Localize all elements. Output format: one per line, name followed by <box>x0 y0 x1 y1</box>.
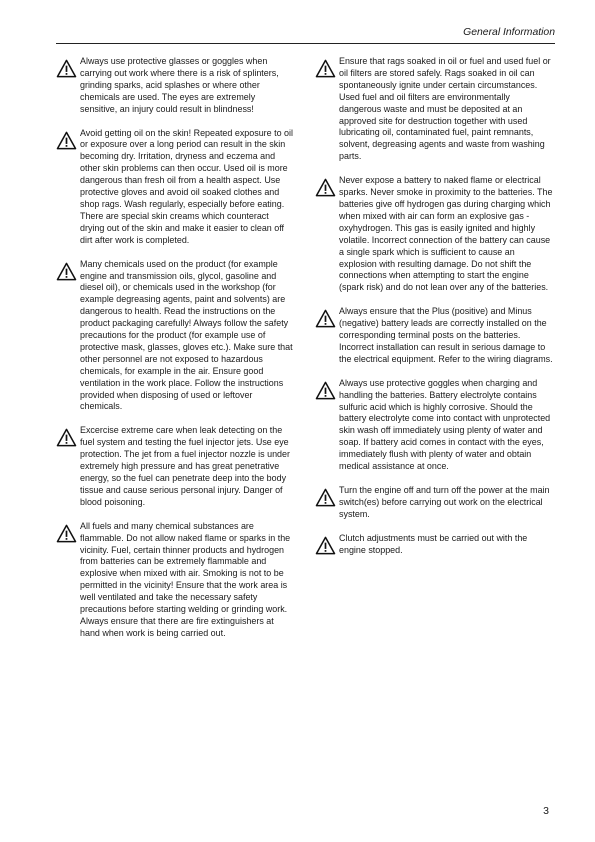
warning-triangle-icon <box>315 488 336 507</box>
warning-text: Excercise extreme care when leak detecting on the fuel system and testing the fuel injector jets. Use eye protection. The jet from a fuel injector nozzle is under extremely high pressure and has great penetrative energy, so the fuel can penetrate deep into the body tissue and cause serious personal injury. Danger of blood poisoning. <box>80 425 290 507</box>
warning-triangle-icon <box>56 524 77 543</box>
warning-text: Never expose a battery to naked flame or electrical sparks. Never smoke in proximity to the batteries. The batteries give off hydrogen gas during charging which when mixed with air can form an explosive gas - oxyhydrogen. This gas is easily ignited and highly volatile. Incorrect connection of the battery can cause a single spark which is sufficient to cause an explosion with resulting damage. Do not shift the connections when attempting to start the engine (spark risk) and do not lean over any of the batteries. <box>339 175 553 293</box>
right-column <box>315 56 553 569</box>
warning-text: Many chemicals used on the product (for example engine and transmission oils, glycol, gasoline and diesel oil), or chemicals used in the workshop (for example degreasing agents, paint and solvents) are dangerous to health. Read the instructions on the product packaging carefully! Always follow the safety precautions for the product (for example use of protective mask, glasses, gloves etc.). Make sure that other personnel are not exposed to hazardous chemicals, for example in the air. Ensure good ventilation in the work place. Follow the instructions provided when disposing of used or leftover chemicals. <box>80 258 293 412</box>
warning-item <box>315 485 553 521</box>
page-header <box>56 27 555 44</box>
warning-item <box>315 56 553 163</box>
warning-triangle-icon <box>56 428 77 447</box>
warning-text: Ensure that rags soaked in oil or fuel and used fuel or oil filters are stored safely. Rags soaked in oil can spontaneously ignite under certain circumstances. Used fuel and oil filters are environmentally dangerous waste and must be deposited at an approved site for destruction together with used lubricating oil, contaminated fuel, paint remnants, solvent, degreasing agents and waste from washing parts. <box>339 56 551 162</box>
warning-item <box>56 128 294 247</box>
warning-text: Always ensure that the Plus (positive) and Minus (negative) battery leads are correctly installed on the corresponding terminal posts on the batteries. Incorrect installation can result in serious damage to the electrical equipment. Refer to the wiring diagrams. <box>339 306 553 364</box>
warning-text: Clutch adjustments must be carried out with the engine stopped. <box>339 532 528 555</box>
warning-triangle-icon <box>56 131 77 150</box>
warning-item <box>56 56 294 116</box>
warning-item <box>315 175 553 294</box>
warning-triangle-icon <box>315 536 336 555</box>
warning-triangle-icon <box>56 262 77 281</box>
warning-text: Always use protective goggles when charging and handling the batteries. Battery electrolyte contains sulfuric acid which is highly corrosive. Should the battery electrolyte come into contact with unprotected skin wash off immediately using plenty of water and soap. If battery acid comes in contact with the eyes, immediately flush with plenty of water and obtain medical assistance at once. <box>339 377 551 472</box>
warning-triangle-icon <box>315 309 336 328</box>
warning-triangle-icon <box>315 59 336 78</box>
warning-text: Always use protective glasses or goggles when carrying out work where there is a risk of splinters, grinding sparks, acid splashes or where other chemicals are used. The eyes are extremely sensitive, an injury could result in blindness! <box>80 56 279 114</box>
section-title: General Information <box>463 27 555 38</box>
warning-text: All fuels and many chemical substances are flammable. Do not allow naked flame or sparks in the vicinity. Fuel, certain thinner products and hydrogen from batteries can be extremely flammable and explosive when mixed with air. Smoking is not to be permitted in the vicinity! Ensure that the work area is well ventilated and take the necessary safety precautions before starting welding or grinding work. Always ensure that there are fire extinguishers at hand when work is being carried out. <box>80 520 291 638</box>
warning-triangle-icon <box>315 381 336 400</box>
warning-item <box>315 306 553 366</box>
left-column <box>56 56 294 652</box>
warning-text: Turn the engine off and turn off the power at the main switch(es) before carrying out work on the electrical system. <box>339 485 550 519</box>
page-number: 3 <box>543 805 549 817</box>
warning-item <box>56 521 294 640</box>
warning-triangle-icon <box>315 178 336 197</box>
warning-triangle-icon <box>56 59 77 78</box>
warning-item <box>56 425 294 508</box>
warning-text: Avoid getting oil on the skin! Repeated exposure to oil or exposure over a long period can result in the skin becoming dry. Irritation, dryness and eczema and other skin problems can then occur. Used oil is more dangerous than fresh oil from a health aspect. Use protective gloves and avoid oil soaked clothes and shop rags. Wash regularly, especially before eating. There are special skin creams which counteract drying out of the skin and make it easier to clean off dirt after work is completed. <box>80 127 293 245</box>
warning-item <box>56 259 294 414</box>
warning-item <box>315 378 553 473</box>
warning-item <box>315 533 553 557</box>
